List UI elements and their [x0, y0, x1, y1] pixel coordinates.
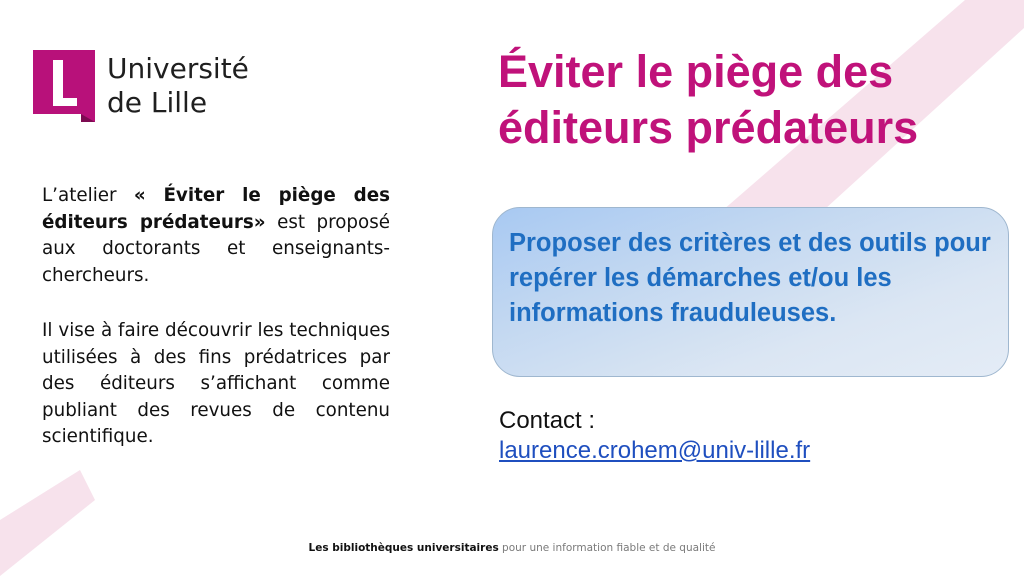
university-name-line2: de Lille: [107, 86, 208, 119]
contact-block: [499, 406, 810, 466]
description: [42, 183, 390, 480]
university-lille-logo-icon: [31, 48, 97, 124]
university-name-line1: Université: [107, 52, 249, 85]
objective-callout: [492, 207, 1009, 377]
university-logo: [31, 46, 271, 126]
footer-tagline: [0, 542, 1024, 554]
description-intro: L’atelier: [42, 185, 134, 206]
description-paragraph-2: Il vise à faire découvrir les techniques utilisées à des fins prédatrices par des éditeurs s’affichant comme publiant des revues de contenu scientifique.: [42, 320, 390, 447]
description-paragraph-1: [42, 183, 390, 289]
footer-organization: Les bibliothèques universitaires: [308, 542, 499, 554]
contact-email-link[interactable]: laurence.crohem@univ-lille.fr: [499, 437, 811, 464]
objective-text: Proposer des critères et des outils pour repérer les démarches et/ou les informations frauduleuses.: [509, 229, 991, 327]
footer-slogan: pour une information fiable et de qualité: [498, 542, 716, 554]
slide-title: Éviter le piège des éditeurs prédateurs: [498, 46, 919, 153]
contact-label: Contact :: [499, 407, 596, 434]
workshop-name: « Éviter le piège des éditeurs prédateurs»: [42, 185, 390, 233]
description-audience: est proposé aux doctorants et enseignants-chercheurs.: [42, 211, 390, 286]
university-name: [107, 52, 249, 120]
